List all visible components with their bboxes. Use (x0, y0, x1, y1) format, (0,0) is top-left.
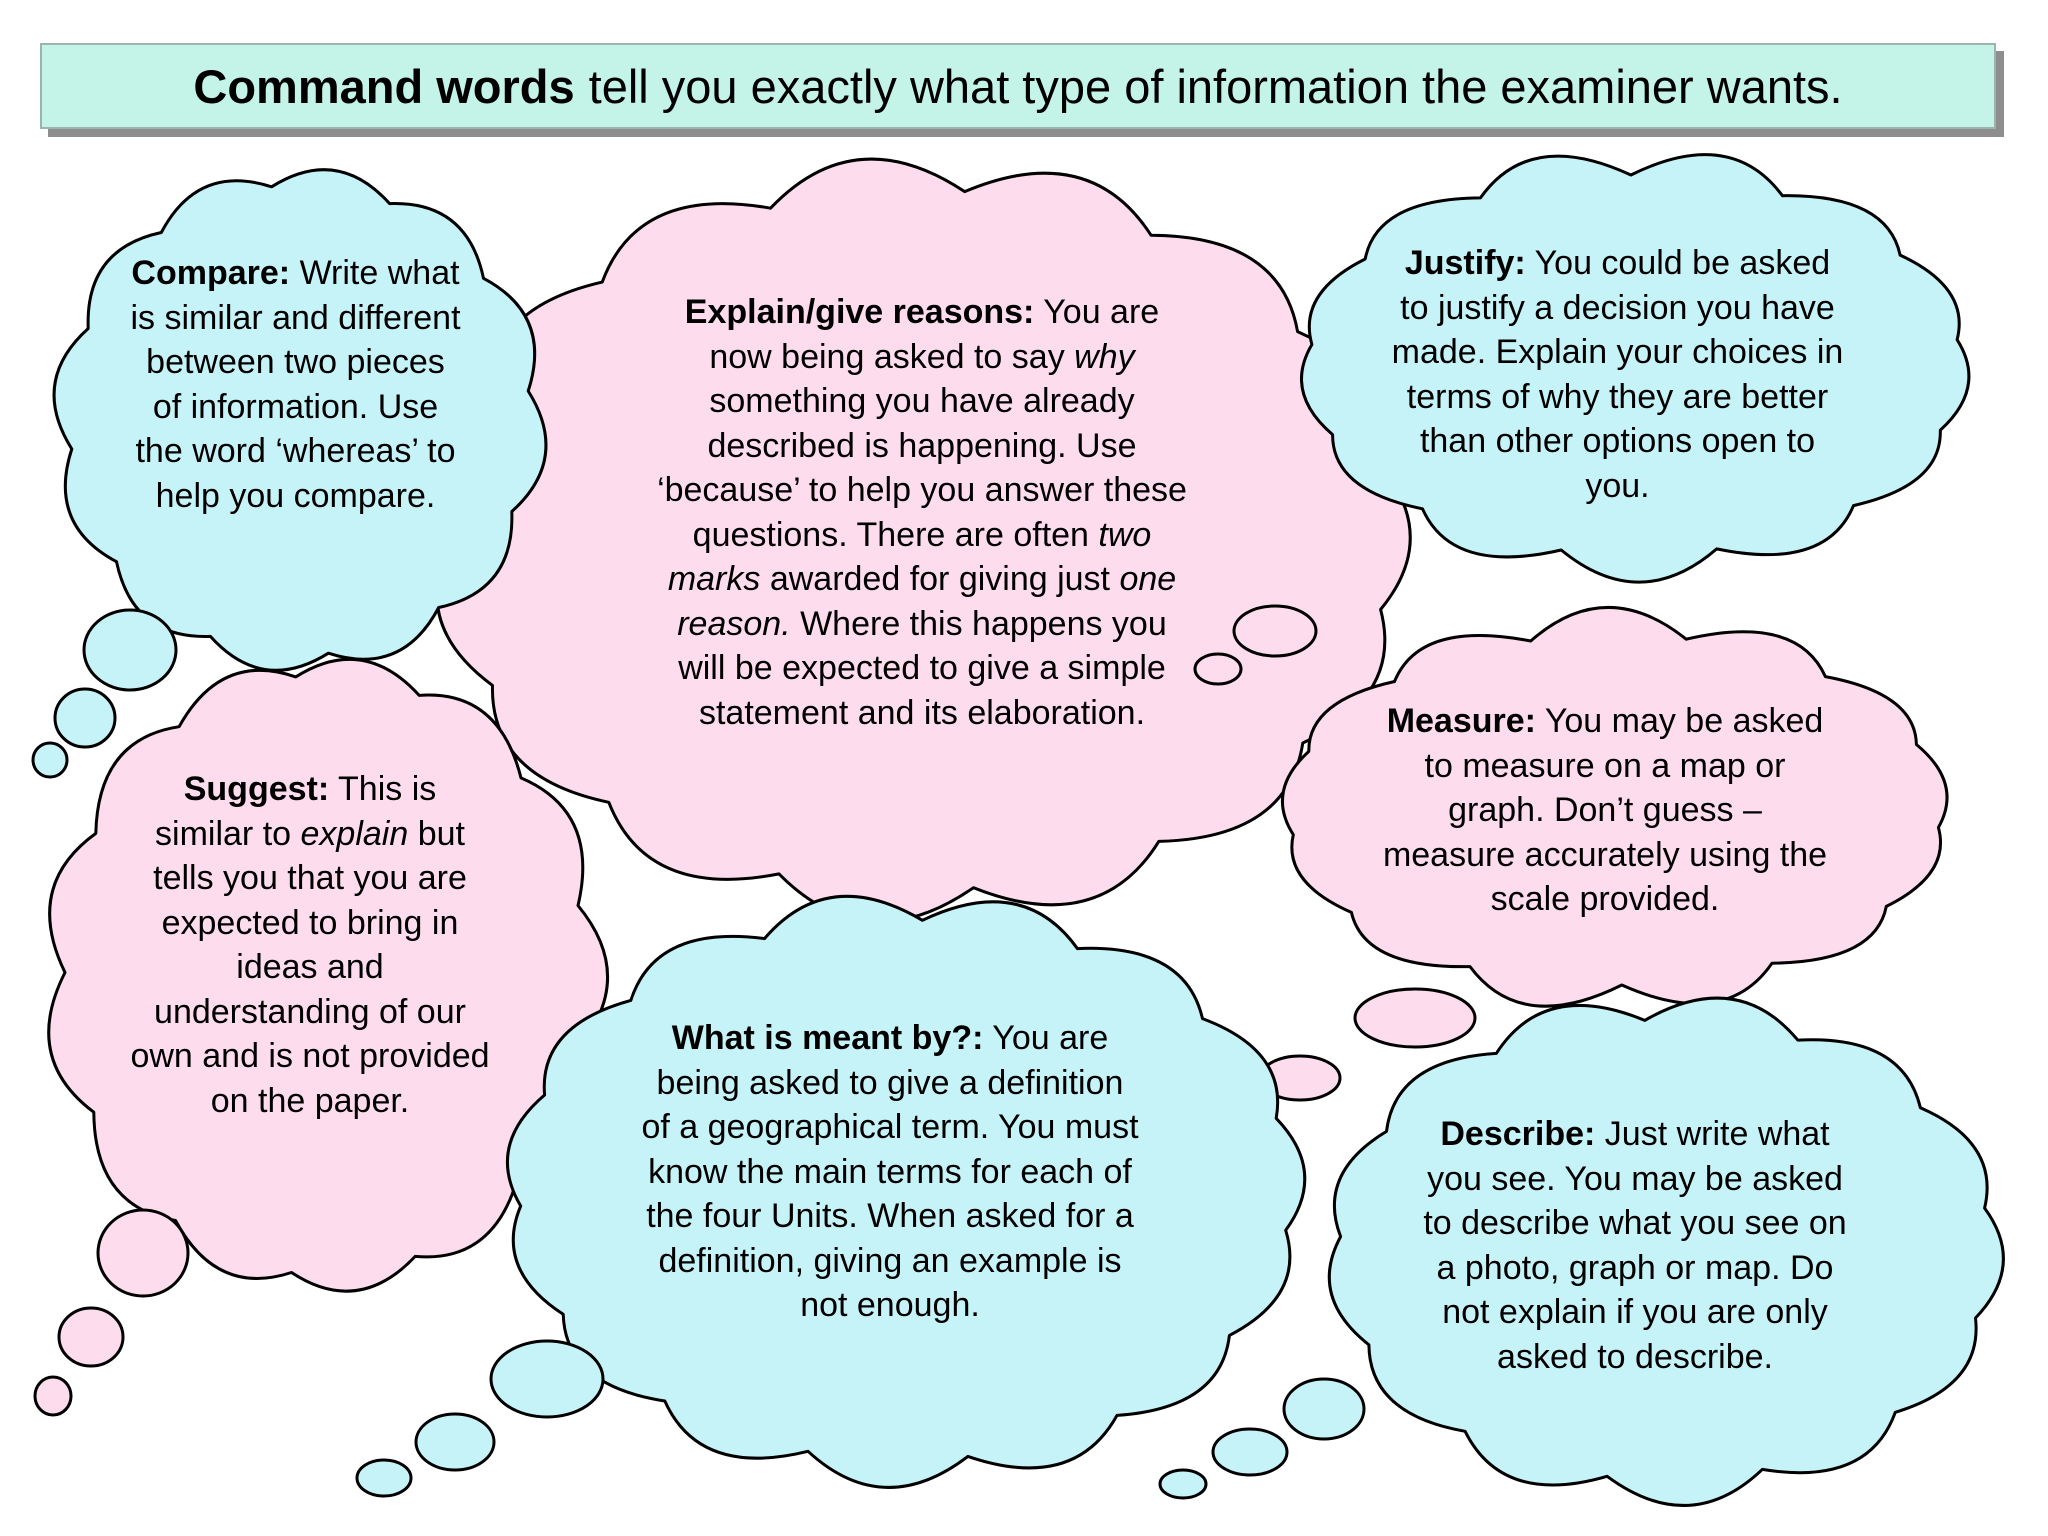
suggest-thought-bubble-3 (35, 1377, 71, 1415)
measure-text (1380, 699, 1830, 922)
meant-thought-bubble-2 (416, 1414, 494, 1470)
suggest-label: Suggest: (183, 770, 330, 808)
meant-text (640, 1016, 1140, 1328)
meant-thought-bubble-1 (491, 1341, 603, 1417)
explain-emphasis-two-marks: two marks (667, 515, 1152, 598)
meant-label: What is meant by?: (671, 1019, 984, 1057)
explain-thought-bubble-2 (1195, 654, 1241, 684)
suggest-emphasis-explain: explain (300, 814, 409, 853)
explain-text (652, 290, 1192, 735)
meant-thought-bubble-3 (357, 1460, 411, 1496)
compare-text (128, 251, 463, 518)
explain-thought-bubble-1 (1234, 606, 1316, 656)
banner-text: tell you exactly what type of information the examiner wants. (588, 59, 1843, 113)
describe-thought-bubble-3 (1160, 1470, 1206, 1498)
measure-label: Measure: (1386, 702, 1536, 740)
banner-bold-text: Command words (193, 59, 575, 113)
explain-emphasis-why: why (1074, 337, 1135, 376)
justify-body: You could be asked to justify a decision you have made. Explain your choices in terms of why they are better than other options open to you. (1391, 244, 1844, 505)
explain-body-4: Where this happens you will be expected to give a simple statement and its elaboration. (678, 604, 1167, 732)
suggest-text (130, 767, 490, 1123)
suggest-body-2: but tells you that you are expected to bring in ideas and understanding of our own and is not provided on the paper. (130, 814, 490, 1120)
compare-label: Compare: (131, 254, 291, 292)
describe-thought-bubble-1 (1284, 1379, 1364, 1439)
suggest-body-1: This is similar to (155, 770, 437, 853)
meant-body: You are being asked to give a definition of a geographical term. You must know the main terms for each of the four Units. When asked for a definition, giving an example is not enough. (641, 1019, 1139, 1324)
compare-thought-bubble-3 (33, 743, 67, 777)
compare-body: Write what is similar and different between two pieces of information. Use the word ‘whereas’ to help you compare. (130, 254, 461, 515)
describe-body: Just write what you see. You may be asked to describe what you see on a photo, graph or map. Do not explain if you are only asked to describe. (1423, 1115, 1847, 1376)
justify-text (1390, 241, 1845, 508)
justify-label: Justify: (1404, 244, 1526, 282)
compare-thought-bubble-2 (55, 689, 115, 747)
compare-thought-bubble-1 (84, 610, 176, 690)
suggest-thought-bubble-1 (98, 1210, 188, 1296)
describe-thought-bubble-2 (1213, 1429, 1287, 1475)
explain-body-3: awarded for giving just (760, 560, 1120, 598)
explain-emphasis-one-reason: one reason. (677, 560, 1177, 643)
describe-text (1420, 1112, 1850, 1379)
measure-thought-bubble-1 (1355, 989, 1475, 1047)
command-words-banner (40, 43, 1996, 129)
measure-body: You may be asked to measure on a map or graph. Don’t guess – measure accurately using the scale provided. (1382, 702, 1828, 918)
explain-label: Explain/give reasons: (684, 293, 1035, 331)
suggest-thought-bubble-2 (59, 1308, 123, 1366)
explain-body-1: You are now being asked to say (709, 293, 1160, 376)
describe-label: Describe: (1440, 1115, 1596, 1153)
explain-body-2: something you have already described is happening. Use ‘because’ to help you answer these questions. There are often (657, 382, 1187, 554)
